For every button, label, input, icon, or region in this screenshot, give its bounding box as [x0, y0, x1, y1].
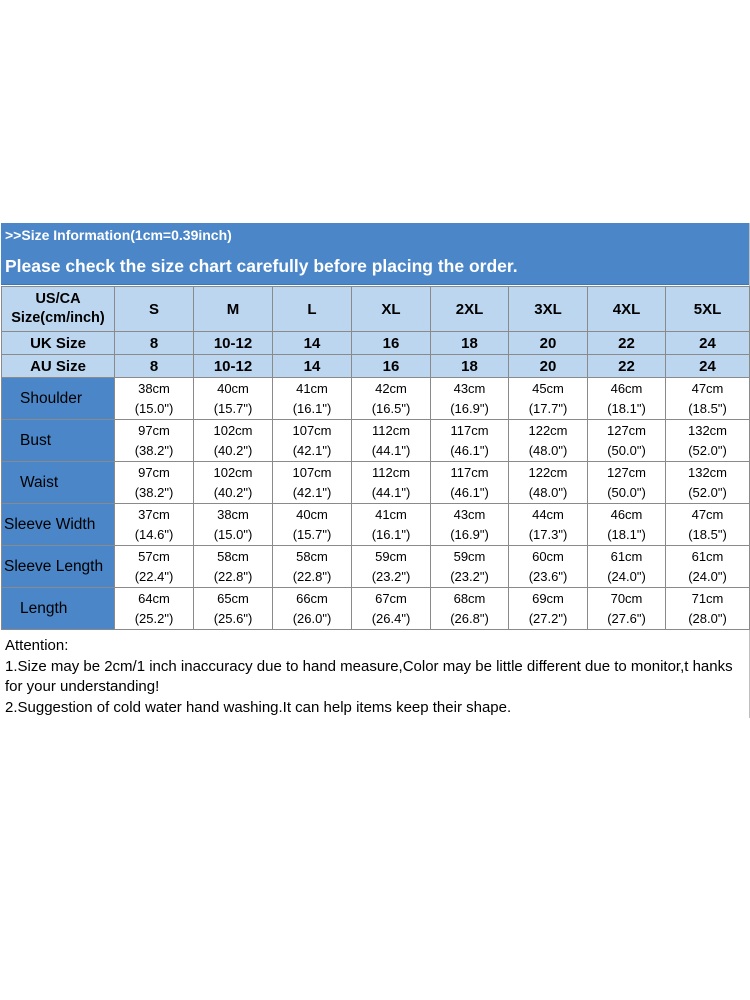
cm-value: 112cm [371, 464, 411, 480]
measurement-cell [273, 504, 352, 546]
cm-value: 47cm [691, 506, 724, 522]
cm-value: 122cm [528, 422, 568, 438]
cm-value: 43cm [453, 506, 486, 522]
measurement-cell [273, 546, 352, 588]
measurement-label-text: Sleeve Width [4, 515, 96, 533]
inch-value: (17.3") [528, 526, 568, 542]
cm-value: 68cm [453, 590, 486, 606]
measurement-cell [509, 420, 588, 462]
measurement-label-text: Waist [20, 473, 59, 491]
measurement-cell [509, 588, 588, 630]
cm-value: 66cm [296, 590, 328, 606]
uk-size-row [2, 332, 750, 355]
measurement-cell [352, 462, 431, 504]
measurement-cell [431, 504, 509, 546]
measurement-cell [666, 378, 750, 420]
au-size-cell: 22 [588, 355, 666, 378]
inch-value: (18.1") [607, 526, 646, 542]
cm-value: 41cm [296, 380, 328, 396]
size-header: 5XL [666, 287, 750, 332]
corner-header-line1: US/CA [35, 291, 81, 307]
attention-notes [5, 636, 749, 718]
size-header: M [194, 287, 273, 332]
inch-value: (26.4") [371, 610, 411, 626]
inch-value: (22.4") [134, 568, 174, 584]
cm-value: 112cm [371, 422, 411, 438]
measurement-cell [588, 504, 666, 546]
inch-value: (18.5") [688, 526, 727, 542]
inch-value: (25.6") [213, 610, 253, 626]
measurement-cell [194, 504, 273, 546]
cm-value: 65cm [217, 590, 249, 606]
measurement-label-text: Shoulder [20, 389, 83, 407]
size-header: L [273, 287, 352, 332]
inch-value: (24.0") [688, 568, 727, 584]
cm-value: 59cm [453, 548, 486, 564]
cm-value: 102cm [213, 422, 253, 438]
measurement-cell [666, 504, 750, 546]
measurement-cell [666, 462, 750, 504]
inch-value: (23.6") [528, 568, 568, 584]
cm-value: 44cm [532, 506, 564, 522]
size-header: S [115, 287, 194, 332]
us-size-row [2, 287, 750, 332]
measurement-row [2, 378, 750, 420]
measurement-cell [273, 462, 352, 504]
au-size-cell: 16 [352, 355, 431, 378]
measurement-cell [115, 588, 194, 630]
measurement-cell [194, 546, 273, 588]
measurement-cell [273, 420, 352, 462]
uk-size-cell: 14 [273, 332, 352, 355]
measurement-label-text: Bust [20, 431, 52, 449]
measurement-label-text: Sleeve Length [4, 557, 104, 575]
cm-value: 47cm [691, 380, 724, 396]
cm-value: 69cm [532, 590, 564, 606]
inch-value: (26.8") [450, 610, 489, 626]
uk-size-cell: 24 [666, 332, 750, 355]
uk-size-cell: 10-12 [194, 332, 273, 355]
inch-value: (44.1") [371, 484, 411, 500]
size-chart [1, 223, 750, 718]
inch-value: (48.0") [528, 484, 568, 500]
inch-value: (38.2") [134, 484, 174, 500]
cm-value: 43cm [453, 380, 486, 396]
cm-value: 64cm [138, 590, 170, 606]
measurement-cell [431, 378, 509, 420]
inch-value: (50.0") [607, 484, 646, 500]
inch-value: (42.1") [292, 484, 332, 500]
inch-value: (15.7") [292, 526, 332, 542]
cm-value: 40cm [217, 380, 249, 396]
measurement-cell [588, 588, 666, 630]
measurement-label [2, 378, 115, 420]
measurement-cell [115, 462, 194, 504]
inch-value: (15.7") [213, 400, 253, 416]
au-size-cell: 18 [431, 355, 509, 378]
inch-value: (16.1") [292, 400, 332, 416]
cm-value: 71cm [691, 590, 724, 606]
cm-value: 37cm [138, 506, 170, 522]
inch-value: (38.2") [134, 442, 174, 458]
measurement-cell [352, 420, 431, 462]
cm-value: 38cm [217, 506, 249, 522]
inch-value: (22.8") [292, 568, 332, 584]
inch-value: (22.8") [213, 568, 253, 584]
measurement-cell [509, 546, 588, 588]
attention-line-2: 2.Suggestion of cold water hand washing.It can help items keep their shape. [5, 698, 512, 716]
cm-value: 97cm [138, 422, 170, 438]
au-size-label: AU Size [2, 355, 115, 378]
measurement-cell [509, 378, 588, 420]
measurement-label [2, 546, 115, 588]
cm-value: 107cm [292, 464, 332, 480]
au-size-cell: 14 [273, 355, 352, 378]
cm-value: 45cm [532, 380, 564, 396]
inch-value: (18.1") [607, 400, 646, 416]
inch-value: (25.2") [134, 610, 174, 626]
cm-value: 122cm [528, 464, 568, 480]
inch-value: (27.6") [607, 610, 646, 626]
cm-value: 117cm [450, 422, 489, 438]
cm-value: 57cm [138, 548, 170, 564]
uk-size-cell: 18 [431, 332, 509, 355]
inch-value: (16.9") [450, 400, 489, 416]
inch-value: (40.2") [213, 484, 253, 500]
measurement-cell [431, 588, 509, 630]
measurement-cell [352, 588, 431, 630]
au-size-row [2, 355, 750, 378]
inch-value: (27.2") [528, 610, 568, 626]
measurement-cell [194, 420, 273, 462]
inch-value: (42.1") [292, 442, 332, 458]
inch-value: (15.0") [134, 400, 174, 416]
cm-value: 40cm [296, 506, 328, 522]
measurement-cell [588, 378, 666, 420]
au-size-cell: 10-12 [194, 355, 273, 378]
measurement-cell [352, 546, 431, 588]
cm-value: 60cm [532, 548, 564, 564]
measurement-row [2, 462, 750, 504]
measurement-label-text: Length [20, 599, 68, 617]
measurement-cell [115, 504, 194, 546]
au-size-cell: 8 [115, 355, 194, 378]
inch-value: (23.2") [371, 568, 411, 584]
measurement-row [2, 546, 750, 588]
inch-value: (15.0") [213, 526, 253, 542]
cm-value: 127cm [606, 422, 647, 438]
measurement-label [2, 462, 115, 504]
cm-value: 46cm [610, 380, 643, 396]
measurement-row [2, 588, 750, 630]
inch-value: (16.1") [371, 526, 411, 542]
measurement-cell [666, 588, 750, 630]
size-table [1, 286, 750, 630]
measurement-cell [588, 546, 666, 588]
inch-value: (24.0") [607, 568, 646, 584]
uk-size-cell: 8 [115, 332, 194, 355]
inch-value: (23.2") [450, 568, 489, 584]
measurement-cell [666, 546, 750, 588]
inch-value: (46.1") [450, 442, 489, 458]
size-header: 3XL [509, 287, 588, 332]
inch-value: (52.0") [688, 484, 727, 500]
cm-value: 97cm [138, 464, 170, 480]
attention-line-1: 1.Size may be 2cm/1 inch inaccuracy due to hand measure,Color may be little different due to monitor,t hanks for your understanding! [5, 657, 733, 695]
measurement-cell [194, 462, 273, 504]
cm-value: 58cm [296, 548, 328, 564]
au-size-cell: 20 [509, 355, 588, 378]
attention-title: Attention: [5, 637, 69, 654]
cm-value: 107cm [292, 422, 332, 438]
measurement-cell [352, 378, 431, 420]
inch-value: (18.5") [688, 400, 727, 416]
inch-value: (52.0") [688, 442, 727, 458]
cm-value: 61cm [610, 548, 643, 564]
measurement-cell [273, 378, 352, 420]
measurement-cell [666, 420, 750, 462]
inch-value: (28.0") [688, 610, 727, 626]
cm-value: 38cm [138, 380, 170, 396]
measurement-cell [509, 462, 588, 504]
size-header: 2XL [431, 287, 509, 332]
measurement-cell [431, 420, 509, 462]
measurement-cell [273, 588, 352, 630]
measurement-cell [194, 378, 273, 420]
cm-value: 41cm [375, 506, 407, 522]
cm-value: 132cm [687, 422, 728, 438]
measurement-cell [194, 588, 273, 630]
measurement-cell [431, 462, 509, 504]
measurement-cell [352, 504, 431, 546]
uk-size-cell: 16 [352, 332, 431, 355]
measurement-cell [588, 420, 666, 462]
measurement-row [2, 420, 750, 462]
measurement-row [2, 504, 750, 546]
size-notice-heading: Please check the size chart carefully before placing the order. [1, 247, 749, 285]
inch-value: (40.2") [213, 442, 253, 458]
cm-value: 70cm [610, 590, 643, 606]
uk-size-label: UK Size [2, 332, 115, 355]
cm-value: 132cm [687, 464, 728, 480]
corner-header [2, 287, 115, 332]
inch-value: (26.0") [292, 610, 332, 626]
inch-value: (46.1") [450, 484, 489, 500]
measurement-label [2, 504, 115, 546]
size-header: XL [352, 287, 431, 332]
corner-header-line2: Size(cm/inch) [11, 310, 105, 326]
cm-value: 61cm [691, 548, 724, 564]
measurement-label [2, 588, 115, 630]
au-size-cell: 24 [666, 355, 750, 378]
uk-size-cell: 22 [588, 332, 666, 355]
cm-value: 58cm [217, 548, 249, 564]
inch-value: (44.1") [371, 442, 411, 458]
inch-value: (50.0") [607, 442, 646, 458]
cm-value: 127cm [606, 464, 647, 480]
measurement-label [2, 420, 115, 462]
uk-size-cell: 20 [509, 332, 588, 355]
measurement-cell [431, 546, 509, 588]
inch-value: (16.9") [450, 526, 489, 542]
cm-value: 67cm [375, 590, 407, 606]
inch-value: (17.7") [528, 400, 568, 416]
cm-value: 102cm [213, 464, 253, 480]
cm-value: 117cm [450, 464, 489, 480]
inch-value: (14.6") [134, 526, 174, 542]
measurement-cell [115, 420, 194, 462]
measurement-cell [115, 378, 194, 420]
size-header: 4XL [588, 287, 666, 332]
cm-value: 42cm [375, 380, 407, 396]
cm-value: 46cm [610, 506, 643, 522]
measurement-cell [509, 504, 588, 546]
cm-value: 59cm [375, 548, 407, 564]
inch-value: (48.0") [528, 442, 568, 458]
size-info-heading: >>Size Information(1cm=0.39inch) [1, 223, 749, 247]
inch-value: (16.5") [371, 400, 411, 416]
measurement-cell [115, 546, 194, 588]
measurement-cell [588, 462, 666, 504]
